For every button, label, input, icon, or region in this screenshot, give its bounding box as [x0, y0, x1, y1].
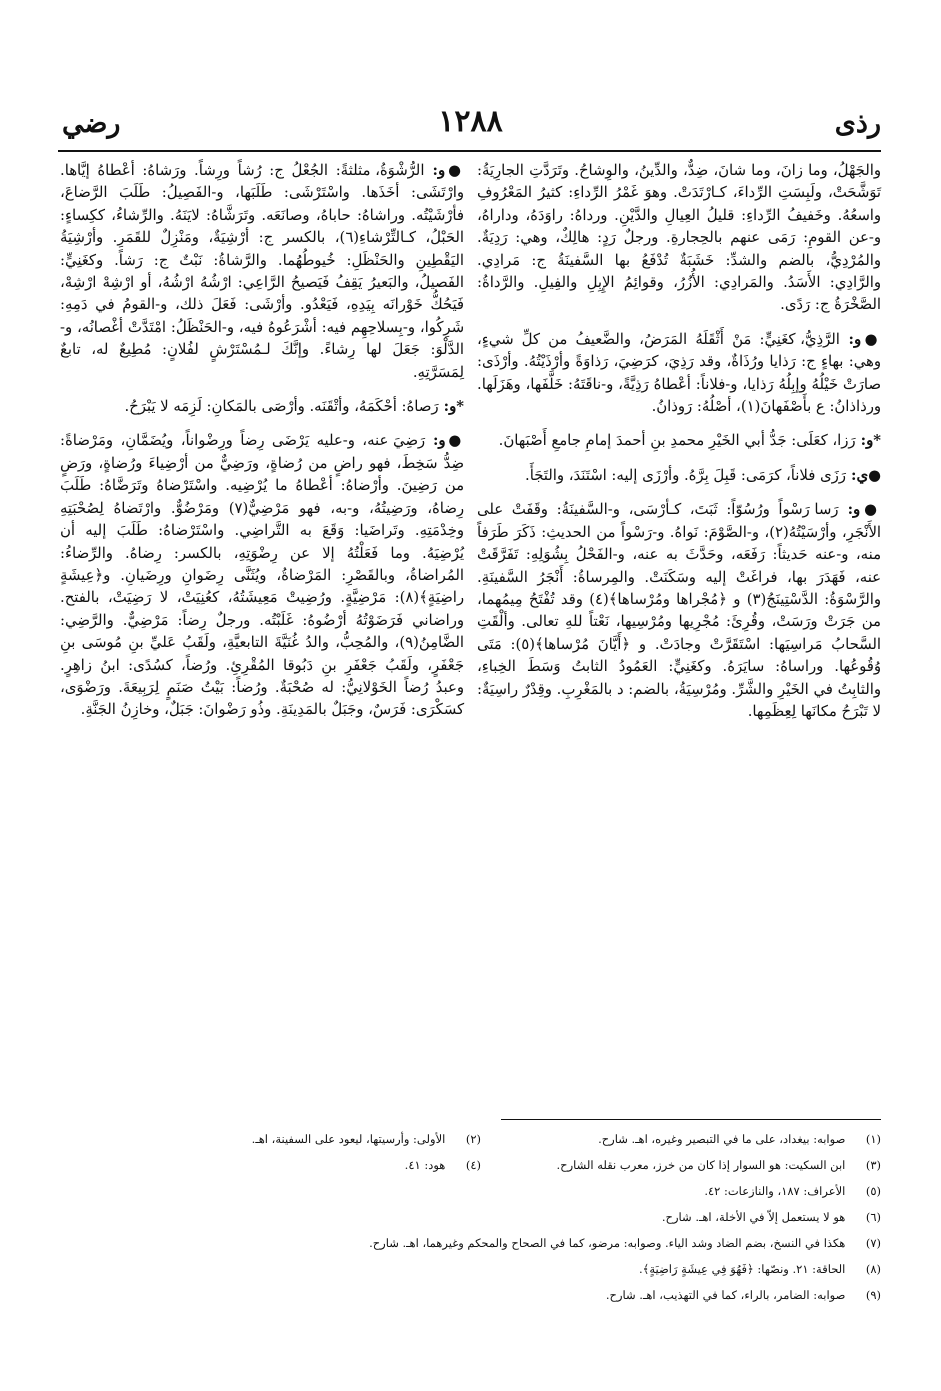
footnote-number: (٩) [865, 1288, 881, 1302]
right-column [477, 160, 881, 735]
footnote-number: (١) [865, 1132, 881, 1146]
entry-text: رَضِيَ عنه، و-عليه يَرْضَى رِضاً ورِضْواناً، ويُضَمَّانِ، ومَرْضاةً: ضِدُّ سَخِطَ، فهو راضٍ من رُضاةٍ، ورَضِيٌّ من أرْضِياءَ ورُضاةٍ، ورَضٍ من رَضِينَ. وأرْضاهُ: أعْطاهُ ما يُرْضِيه. واسْتَرْضاهُ وتَرَضَّاهُ: طَلَبَ رِضاهُ، ورَضِيتُهُ، و-به، فهو مَرْضِيٌّ(٧) ومَرْضُوٌّ. وارْتَضاهُ لِصُحْبَتِهِ وخِدْمَتِهِ. وتَراضَيا: وَقَعَ به التَّراضِي. واسْتَرْضاهُ: طَلَبَ إليه أن يُرْضِيَهُ. وما فَعَلْتُهُ إلا عن رِضْوَتِهِ، بالكسر: رِضاهُ. والرِّضاءُ: المُراضاةُ، وبالقَصْرِ: المَرْضاةُ، ويُثَنَّى رِضَوانِ ورِضَيانِ. و﴿عِيشَةٍ راضِيَةٍ﴾(٨): مَرْضِيَّةٍ. ورُضِيتْ مَعِيشَتُهُ، كعُنِيَتْ، لا رَضِيَتْ، بالفتح. وراضاني فَرَضَوْتُهُ أرْضُوهُ: غَلَبْتُه. ورجلٌ رِضاً: مَرْضِيٌّ. والرَّضِي: الضَّامِنُ(٩)، والمُحِبُّ، والدُ غُنَيَّةَ التابعيَّةِ، ولَقَبُ عَليِّ بنِ مُوسَى بنِ جَعْفَرٍ، ولَقَبُ جَعْفَرِ بنِ دَبُوقا المُقْرِئِ. ورُضاً، كسُدًى: ابنُ زاهِرٍ. وعبدُ رُضاً الخَوْلانِيُّ: له صُحْبَةٌ. ورُضاً: بَيْتُ صَنَمٍ لِرَبِيعَةَ. ورَضْوَى، كسَكْرَى: فَرَسٌ، وجَبَلٌ بالمَدِينَةِ. وذُو رَضْوانَ: جَبَلٌ، وخازِنُ الجَنَّةِ. [60, 432, 465, 719]
footnote-text: هو لا يستعمل إلاّ في الأخلة، اهـ. شارح. [661, 1210, 846, 1224]
page-number: ١٢٨٨ [438, 104, 503, 139]
footnote-text: هكذا في النسخ، بضم الضاد وشد الياء. وصوابه: مرضو، كما في الصحاح والمحكم وغيرهما، اهـ. شارح. [369, 1236, 846, 1250]
entry-text: والجَهْلُ، وما زانَ، وما شانَ، ضِدٌّ، والدِّينُ، والوِشاحُ. وتَرَدَّتِ الجارِيَةُ: تَوَشَّحَتْ، ولَبِسَتِ الرِّداءَ، كـارْتَدَتْ. وهوَ غَمْرُ الرِّداءِ: كثيرُ المَعْرُوفِ واسعُهُ. وخَفيفُ الرِّداءِ: قليلُ العِيالِ والدَّيْنِ. ورداهُ: راوَدَهُ، وداراهُ، و-عن القومِ: رَمَى عنهم بالحِجارةِ. ورجلٌ رَدٍ: هالِكٌ، وهي: رَدِيَةٌ. والمُرْدِيُّ، بالضم والشدِّ: خَشَبَةٌ تُدْفَعُ بها السَّفينَةُ ج: مَرادِي. والرَّادِي: الأَسَدُ. والمَرادِي: الأُزُرُ، وقوائِمُ الإِبِلِ والفِيلِ. والرَّداةُ: الصَّخْرَةُ ج: رَدًى. [477, 162, 881, 314]
footnote [441, 1152, 881, 1178]
footnote-text: الأولى: وأرسيتها، ليعود على السفينة، اهـ. [251, 1132, 446, 1146]
footnote-rule [501, 1119, 881, 1120]
header-left-keyword: رضي [62, 108, 121, 139]
footnote-number: (٢) [465, 1132, 481, 1146]
entry-text: الرُّشْوَةُ، مثلثةً: الجُعْلُ ج: رُشاً ورِشاً. ورَشاهُ: أعْطاهُ إيَّاها. وارْتَشَى: أخَذَها. واسْتَرْشَى: طَلَبَها، و-الفَصِيلُ: طَلَبَ الرَّضاعَ، فأرْشَيْتُه. وراشاهُ: حاباهُ، وصانَعَه. وتَرَشَّاهُ: لايَنَهُ. والرِّشاءُ، ككِساءٍ: الحَبْلُ، كـالتِّرْشاءِ(٦)، بالكسر ج: أرْشِيَةٌ، ومَنْزِلٌ للقَمَرِ. وأرْشِيَةُ اليَقْطِينِ والحَنْظَلِ: خُيوطُهُما. والرَّشاةُ: نَبْتٌ ج: رَشاً. وكغَنِيٍّ: الفَصيلُ، والبَعيرُ يَقِفُ فَيَصيحُ الرَّاعِي: ارْشُهُ ارْشُهُ، أو ارْشِهْ ارْشِهْ، فَيَحُكُّ خَوْرانَه بِيَدِهِ، فَيَعْدُو. وأرْشَى: فَعَلَ ذلك، و-القومُ في دَمِهِ: شَرِكُوا، و-بِسلاحِهِم فيه: أشْرَعُوهُ فيه، و-الحَنْظَلُ: امْتَدَّتْ أغْصانُه، و-الدَّلْوَ: جَعَلَ لها رِشاءً. وإنَّكَ لـمُسْتَرْشٍ لفُلانٍ: مُطِيعٌ له، تابعٌ لِمَسَرَّتِهِ. [60, 162, 465, 381]
footnote-number: (٥) [865, 1184, 881, 1198]
dictionary-entry [477, 499, 881, 723]
footnote [61, 1126, 481, 1152]
footnote [61, 1152, 481, 1178]
entry-text: رَصاهُ: أحْكَمَهُ، وأتْقَنَه. وأرْصَى بالمَكانِ: لَزِمَه لا يَبْرَحُ. [124, 398, 439, 416]
footnote [441, 1256, 881, 1282]
footnote-text: ابن السكيت: هو السوار إذا كان من خرز، معرب نقله الشارح. [556, 1158, 846, 1172]
entry-text: رَزَى فلاناً، كرَمَى: قَبِلَ بِرَّهُ. وأرْزَى إليه: اسْتَنَدَ، والتَجَأَ. [525, 466, 846, 484]
entry-marker: ●و: [425, 432, 465, 450]
entry-marker: ●ي: [845, 466, 881, 484]
footnote [369, 1230, 881, 1256]
dictionary-entry [477, 430, 881, 452]
footnote-text: الأعراف: ١٨٧، والنازعات: ٤٢. [704, 1184, 846, 1198]
footnote [441, 1282, 881, 1308]
entry-marker: ●و: [839, 330, 881, 348]
dictionary-entry [477, 160, 881, 317]
footnote [441, 1126, 881, 1152]
footnote-number: (٨) [865, 1262, 881, 1276]
entry-marker: *و: [438, 398, 464, 416]
footnote-number: (٧) [865, 1236, 881, 1250]
footnote [441, 1178, 881, 1204]
dictionary-entry [477, 329, 881, 419]
footnote-text: صوابه: الضامر، بالراء، كما في التهذيب، اهـ. شارح. [605, 1288, 846, 1302]
entry-text: رَسا رَسْواً ورُسُوّاً: ثَبَتَ، كـأرْسَى، و-السَّفينَةُ: وقَفَتْ على الأَنْجَرِ، وأرْسَيْتُهُ(٢)، و-الصَّوْمَ: نَواهُ. و-رَسْواً من الحديثِ: ذَكَرَ طَرَفاً منه، و-عنه حَديثاً: رَفَعَه، وحَدَّثَ به عنه، و-الفَحْلُ بِشُوَلِهِ: تَفَرَّقَتْ عنه، فَهَدَرَ بها، فراغَتْ إليه وسَكَنَتْ. والمِرساةُ: أَنْجَرُ السَّفينَةِ. والرَّسْوَةُ: الدَّسْتِينَجُ(٣) و ﴿مُجْراها ومُرْساها﴾(٤) وقد تُفْتَحُ مِيمُهما، من جَرَتْ ورَسَتْ، وقُرِئَ: مُجْرِيها ومُرْسِيها، نَعْتاً للهِ تعالى. وألْقَتِ السَّحابُ مَراسِيَها: اسْتَقَرَّتْ وجادَتْ. و ﴿أَيَّانَ مُرْساها﴾(٥): مَتَى وُقُوعُها. وراساهُ: سايَرَهُ. وكغَنِيٍّ: العَمُودُ الثابتُ وَسَطَ الخِباءِ، والثابِتُ في الخَيْرِ والشَّرِّ. ومُرْسِيَةُ، بالضم: د بالمَغْرِبِ. وقِدْرٌ راسِيَةٌ: لا تَبْرَحُ مكانَها لِعِظَمِها. [477, 501, 881, 720]
footnote-number: (٣) [865, 1158, 881, 1172]
entry-marker: ●و: [838, 501, 882, 519]
footnote [441, 1204, 881, 1230]
dictionary-entry [60, 430, 464, 721]
dictionary-entry [60, 160, 464, 384]
footnote-text: هود: ٤١. [404, 1158, 446, 1172]
dictionary-entry [60, 396, 464, 418]
footnote-text: صوابه: بيغداد، على ما في التبصير وغيره، اهـ. شارح. [598, 1132, 846, 1146]
header-rule [58, 150, 881, 152]
entry-text: الرَّذِيُّ، كغَنِيٍّ: مَنْ أَثْقَلَهُ المَرَضُ، والضَّعيفُ من كلِّ شيءٍ، وهي: بهاءٍ ج: رَذايا ورُذَاةٌ، وقد رَذِيَ، كرَضِيَ، رَذاوَةً وأرْذَيْتُهُ. وأرْذَى: صارَتْ خَيْلُهُ وإبِلُهُ رَذايا، و-فلاناً: أعْطاهُ رَذِيَّةً، و-ناقَتَهُ: خَلَّفَها، وهَزَلَها. ورذاذانُ: ع بأَصْفَهانَ(١)، أصْلُهُ: رَوذانُ. [477, 330, 881, 416]
header-right-keyword: رذى [834, 108, 881, 139]
footnote-number: (٦) [865, 1210, 881, 1224]
left-column [60, 160, 464, 734]
entry-text: رَزا، كعَلَى: جَدُّ أبي الخَيْرِ محمدِ بنِ أحمدَ إمامِ جامعِ أَصْبَهانَ. [498, 432, 856, 450]
footnote-text: الحاقة: ٢١. ونصّها: ﴿فَهُوَ فِي عِيشَةٍ رَاضِيَةٍ﴾. [638, 1262, 846, 1276]
entry-marker: *و: [855, 432, 881, 450]
footnotes-left [61, 1126, 481, 1178]
footnote-number: (٤) [465, 1158, 481, 1172]
dictionary-entry [477, 465, 881, 487]
entry-marker: ●و: [424, 162, 464, 179]
